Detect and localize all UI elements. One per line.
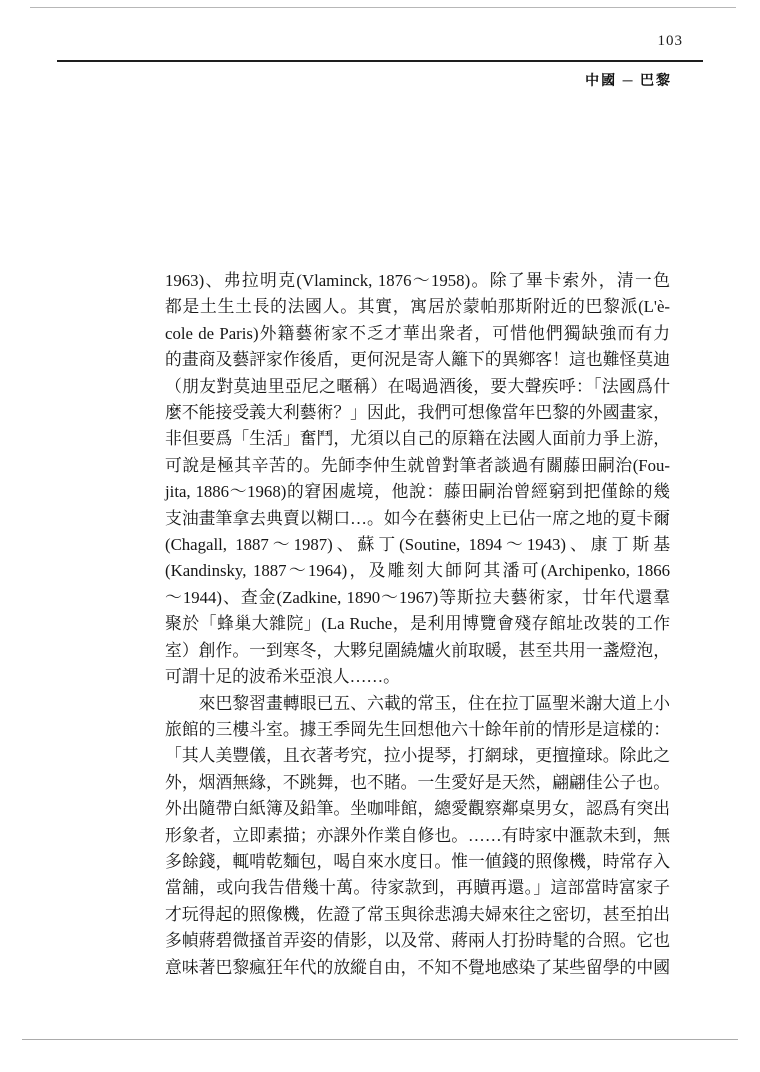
- text-line: （朋友對莫迪里亞尼之暱稱）在喝過酒後，要大聲疾呼：「法國爲什: [165, 376, 670, 396]
- text-line-paragraph-end: 可謂十足的波希米亞浪人……。: [165, 667, 400, 687]
- text-line: 當舖，或向我告借幾十萬。待家款到，再贖再還。」這部當時富家子: [165, 878, 670, 898]
- text-line: 可說是極其辛苦的。先師李仲生就曾對筆者談過有關藤田嗣治(Fou-: [165, 455, 670, 475]
- text-line: (Kandinsky, 1887～1964)，及雕刻大師阿其潘可(Archipenko, 1866: [165, 561, 670, 581]
- page-number: 103: [657, 33, 683, 49]
- text-line: 多幀蔣碧微搔首弄姿的倩影，以及常、蔣兩人打扮時髦的合照。它也: [165, 931, 670, 951]
- text-line: 室）創作。一到寒冬，大夥兒圍繞爐火前取暖，甚至共用一盞燈泡，: [165, 640, 670, 660]
- scan-edge-bottom: [22, 1039, 738, 1040]
- text-line: jita, 1886～1968)的窘困處境，他說：藤田嗣治曾經窮到把僅餘的幾: [165, 482, 670, 502]
- text-line: 才玩得起的照像機，佐證了常玉與徐悲鴻夫婦來往之密切，甚至拍出: [165, 904, 670, 924]
- text-line: 旅館的三樓斗室。據王季岡先生回想他六十餘年前的情形是這樣的：: [165, 719, 670, 739]
- text-line: 的畫商及藝評家作後盾，更何況是寄人籬下的異鄉客！這也難怪莫迪: [165, 350, 670, 370]
- text-line: ～1944)、查金(Zadkine, 1890～1967)等斯拉夫藝術家，廿年代還羣: [165, 587, 670, 607]
- text-line: 支油畫筆拿去典賣以糊口…。如今在藝術史上已佔一席之地的夏卡爾: [165, 508, 670, 528]
- text-line: 都是土生土長的法國人。其實，寓居於蒙帕那斯附近的巴黎派(L'è-: [165, 297, 670, 317]
- text-line: (Chagall, 1887～1987)、蘇丁(Soutine, 1894～1943)、康丁斯基: [165, 535, 670, 555]
- text-line: 形象者，立即素描；亦課外作業自修也。……有時家中滙款未到，無: [165, 825, 670, 845]
- text-line: 聚於「蜂巢大雜院」(La Ruche，是利用博覽會殘存館址改裝的工作: [165, 614, 670, 634]
- header-rule: [57, 60, 703, 62]
- running-header: 中國 ─ 巴黎: [585, 74, 672, 89]
- text-line: 外出隨帶白紙簿及鉛筆。坐咖啡館，總愛觀察鄰桌男女，認爲有突出: [165, 799, 670, 819]
- text-line: 外，烟酒無緣，不跳舞，也不賭。一生愛好是天然，翩翩佳公子也。: [165, 772, 670, 792]
- text-line-paragraph-start: 來巴黎習畫轉眼已五、六載的常玉，住在拉丁區聖米謝大道上小: [165, 693, 670, 713]
- text-line: 非但要爲「生活」奮鬥，尤須以自己的原籍在法國人面前力爭上游，: [165, 429, 670, 449]
- text-line: 多餘錢，輒啃乾麵包，喝自來水度日。惟一値錢的照像機，時常存入: [165, 851, 670, 871]
- scan-edge-top: [30, 7, 736, 8]
- text-line: 意味著巴黎瘋狂年代的放縱自由，不知不覺地感染了某些留學的中國: [165, 957, 670, 977]
- text-line: cole de Paris)外籍藝術家不乏才華出衆者，可惜他們獨缺強而有力: [165, 323, 670, 343]
- text-line: 1963)、弗拉明克(Vlaminck, 1876～1958)。除了畢卡索外，清一色: [165, 271, 670, 290]
- text-line: 「其人美豐儀，且衣著考究，拉小提琴，打網球，更擅撞球。除此之: [165, 746, 670, 766]
- text-line: 麼不能接受義大利藝術？」因此，我們可想像當年巴黎的外國畫家，: [165, 403, 670, 423]
- body-text-block: [165, 268, 670, 981]
